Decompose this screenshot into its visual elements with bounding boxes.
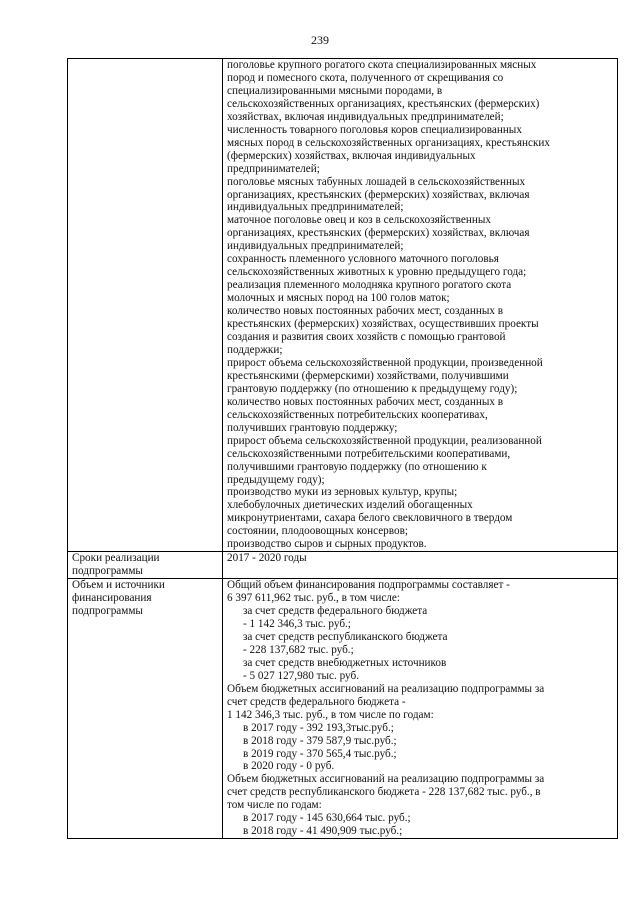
indicator-line: получившими грантовую поддержку (по отношению к [227,460,487,473]
funding-line: за счет средств федерального бюджета [243,605,428,618]
terms-label-line: Сроки реализации [72,552,160,565]
indicator-line: крестьянскими (фермерскими) хозяйствами, получившими [227,369,509,382]
indicator-line: состоянии, плодоовощных консервов; [227,525,408,538]
indicator-line: сельскохозяйственных организациях, крестьянских (фермерских) [227,97,540,110]
indicator-line: мясных пород в сельскохозяйственных организациях, крестьянских [227,136,550,149]
funding-line: в 2017 году - 145 630,664 тыс. руб.; [243,812,411,825]
funding-line: 1 142 346,3 тыс. руб., в том числе по годам: [227,708,434,721]
funding-line: - 5 027 127,980 тыс. руб. [243,669,359,682]
table-row-indicators [68,59,618,552]
indicator-line: маточное поголовье овец и коз в сельскохозяйственных [227,214,491,227]
indicators-cell [223,59,618,552]
funding-line: Объем бюджетных ассигнований на реализацию подпрограммы за [227,682,545,695]
indicator-line: индивидуальных предпринимателей; [227,240,404,253]
indicator-line: производство муки из зерновых культур, крупы; [227,486,458,499]
funding-line: счет средств федерального бюджета - [227,695,406,708]
funding-value-cell [223,579,618,839]
indicator-line: создания и развития своих хозяйств с помощью грантовой [227,331,506,344]
indicator-line: сельскохозяйственных животных к уровню предыдущего года; [227,266,527,279]
indicator-line: сохранность племенного условного маточного поголовья [227,253,499,266]
funding-label-cell [68,579,223,839]
funding-line: в 2020 году - 0 руб. [243,760,335,773]
indicator-line: производство сыров и сырных продуктов. [227,538,427,551]
indicator-line: поддержки; [227,343,283,356]
indicator-line: организациях, крестьянских (фермерских) хозяйствах, включая [227,188,530,201]
funding-line: в 2018 году - 379 587,9 тыс.руб.; [243,734,397,747]
indicator-line: индивидуальных предпринимателей; [227,201,404,214]
funding-line: в 2018 году - 41 490,909 тыс.руб.; [243,825,403,838]
funding-line: Общий объем финансирования подпрограммы составляет - [227,579,510,592]
page-number: 239 [311,33,329,47]
row1-label-cell [68,59,223,552]
funding-line: 6 397 611,962 тыс. руб., в том числе: [227,592,400,605]
indicator-line: специализированными мясными породами, в [227,84,443,97]
terms-label-line: подпрограммы [72,565,143,578]
funding-label-line: финансирования [72,592,152,605]
terms-value-cell: 2017 - 2020 годы [223,552,618,579]
funding-line: за счет средств республиканского бюджета [243,630,448,643]
indicator-line: численность товарного поголовья коров специализированных [227,123,522,136]
indicator-line: реализация племенного молодняка крупного рогатого скота [227,279,512,292]
subprogram-passport-table [67,58,618,839]
funding-line: за счет средств внебюджетных источников [243,656,447,669]
funding-label-line: подпрограммы [72,605,143,618]
indicator-line: микронутриентами, сахара белого свекловичного в твердом [227,512,513,525]
table-row-funding [68,579,618,839]
indicator-line: количество новых постоянных рабочих мест, созданных в [227,395,504,408]
indicator-line: пород и помесного скота, полученного от скрещивания со [227,71,504,84]
indicator-line: поголовье мясных табунных лошадей в сельскохозяйственных [227,175,526,188]
funding-line: - 228 137,682 тыс. руб.; [243,643,354,656]
indicator-line: поголовье крупного рогатого скота специализированных мясных [227,59,537,71]
indicator-line: прирост объема сельскохозяйственной продукции, произведенной [227,356,543,369]
indicator-line: прирост объема сельскохозяйственной продукции, реализованной [227,434,542,447]
funding-line: в 2019 году - 370 565,4 тыс.руб.; [243,747,397,760]
indicator-line: сельскохозяйственных потребительских кооперативах, [227,408,488,421]
indicator-line: предпринимателей; [227,162,320,175]
funding-line: - 1 142 346,3 тыс. руб.; [243,617,351,630]
funding-label-line: Объем и источники [72,579,165,592]
indicator-line: организациях, крестьянских (фермерских) хозяйствах, включая [227,227,530,240]
indicator-line: количество новых постоянных рабочих мест, созданных в [227,305,504,318]
indicator-line: сельскохозяйственными потребительскими кооперативами, [227,447,511,460]
indicator-line: молочных и мясных пород на 100 голов маток; [227,292,450,305]
indicator-line: крестьянских (фермерских) хозяйствах, осуществивших проекты [227,318,539,331]
indicator-line: хозяйствах, включая индивидуальных предпринимателей; [227,110,504,123]
indicator-line: (фермерских) хозяйствах, включая индивидуальных [227,149,476,162]
funding-line: в 2017 году - 392 193,3тыс.руб.; [243,721,394,734]
indicator-line: получивших грантовую поддержку; [227,421,398,434]
indicator-line: предыдущему году); [227,473,325,486]
indicator-line: грантовую поддержку (по отношению к предыдущему году); [227,382,518,395]
funding-line: том числе по годам: [227,799,322,812]
terms-label-cell [68,552,223,579]
funding-line: Объем бюджетных ассигнований на реализацию подпрограммы за [227,773,545,786]
table-row-terms [68,552,618,579]
funding-line: счет средств республиканского бюджета - 228 137,682 тыс. руб., в [227,786,541,799]
indicator-line: хлебобулочных диетических изделий обогащенных [227,499,473,512]
